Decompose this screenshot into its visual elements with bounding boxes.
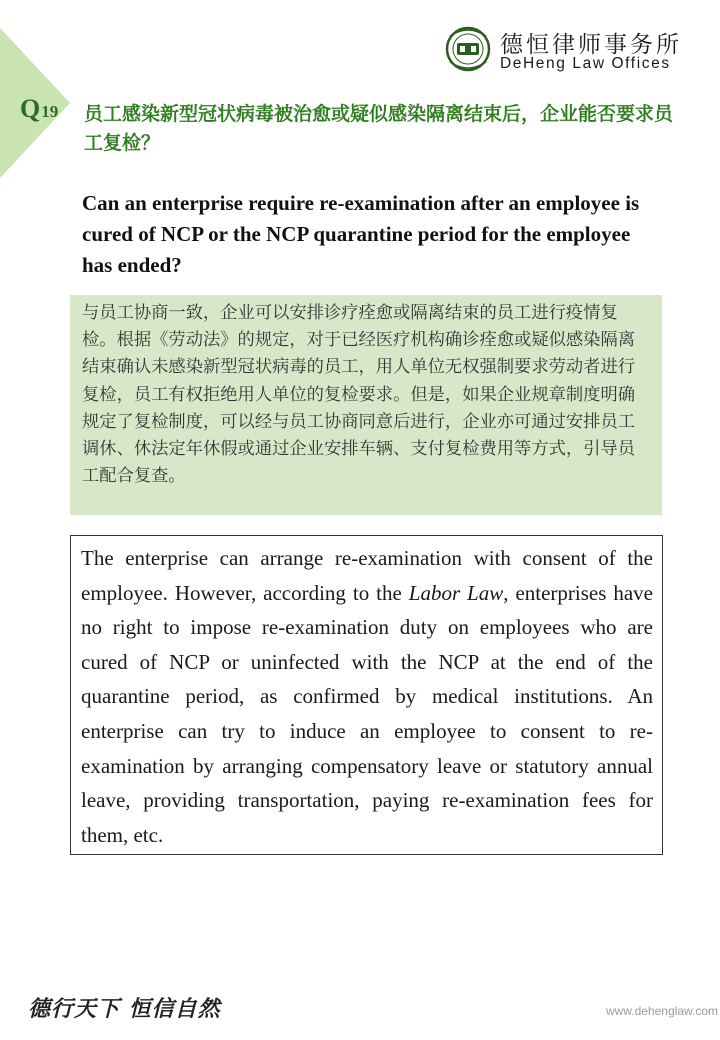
- question-number-label: [20, 94, 58, 124]
- answer-en-part2: , enterprises have no right to impose re-examination duty on employees who are cured of NCP or uninfected with the NCP at the end of the quarantine period, as confirmed by medical institutions. An enterprise can try to induce an employee to consent to re-examination by arranging compensatory leave or statutory annual leave, providing transportation, paying re-examination fees for them, etc.: [81, 580, 653, 847]
- answer-cn-text: 与员工协商一致，企业可以安排诊疗痊愈或隔离结束的员工进行疫情复检。根据《劳动法》的规定，对于已经医疗机构确诊痊愈或疑似感染隔离结束确认未感染新型冠状病毒的员工，用人单位无权强制要求劳动者进行复检，员工有权拒绝用人单位的复检要求。但是，如果企业规章制度明确规定了复检制度，可以经与员工协商同意后进行，企业亦可通过安排员工调休、休法定年休假或通过企业安排车辆、支付复检费用等方式，引导员工配合复查。: [82, 303, 636, 487]
- firm-name-cn: 德恒律师事务所: [500, 32, 682, 58]
- answer-en-part1: The enterprise can arrange re-examination with consent of the employee. However, according to the: [81, 546, 653, 605]
- question-title-en: Can an enterprise require re-examination after an employee is cured of NCP or the NCP quarantine period for the employee has ended?: [82, 191, 640, 277]
- deheng-seal-logo-icon: [440, 26, 496, 72]
- footer-motto: 德行天下 恒信自然: [28, 996, 221, 1022]
- answer-en-box: [70, 535, 663, 855]
- question-label-number: 19: [41, 102, 59, 121]
- labor-law-italic: Labor Law: [408, 580, 504, 605]
- question-label-prefix: Q: [20, 94, 41, 123]
- answer-en-text: [81, 541, 653, 852]
- question-title-cn: 员工感染新型冠状病毒被治愈或疑似感染隔离结束后，企业能否要求员工复检？: [84, 103, 674, 154]
- answer-cn-box: [70, 295, 662, 515]
- footer-website: www.dehenglaw.com: [605, 1004, 718, 1018]
- firm-name-en: DeHeng Law Offices: [500, 55, 671, 72]
